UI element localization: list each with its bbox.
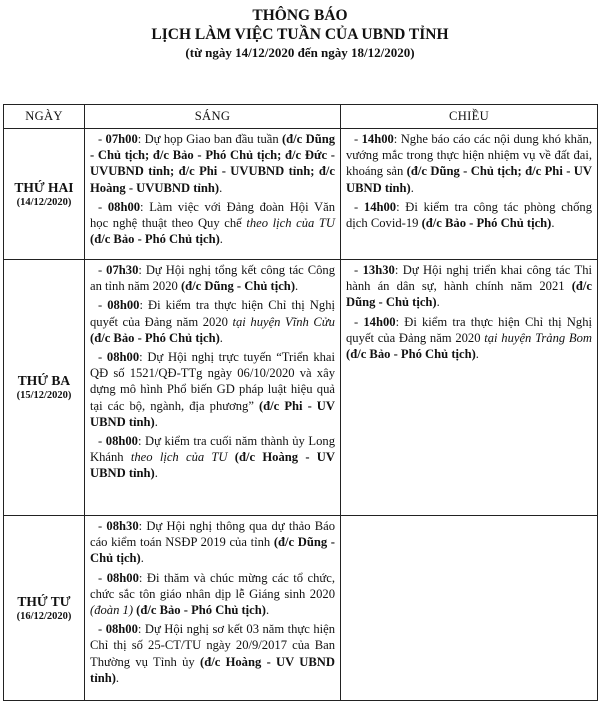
entry-participants: (đ/c Bảo - Phó Chủ tịch) <box>90 330 220 345</box>
entry-time: 07h30 <box>106 263 139 277</box>
entry-end: . <box>219 180 223 195</box>
entry-location: tại huyện Vĩnh Cửu <box>232 314 335 329</box>
entry-participants: (đ/c Dũng - Chủ tịch; đ/c Phi - UV UBND tỉnh) <box>346 164 592 195</box>
entry-end: . <box>436 295 440 310</box>
entry-time: 08h00 <box>105 622 138 637</box>
day-date: (14/12/2020) <box>16 196 72 208</box>
morning-cell <box>85 516 341 701</box>
date-range: (từ ngày 14/12/2020 đến ngày 18/12/2020) <box>185 45 415 60</box>
schedule-entry: - 08h00: Dự kiểm tra cuối năm thành ủy Long Khánh theo lịch của TU (đ/c Hoàng - UV UBND tỉnh). <box>90 434 336 481</box>
schedule-entry: - 08h00: Dự Hội nghị sơ kết 03 năm thực hiện Chỉ thị số 25-CT/TU ngày 20/9/2017 của Ban Thường vụ Tỉnh ủy (đ/c Hoàng - UV UBND tỉnh). <box>90 622 336 685</box>
entry-time: 14h00 <box>361 132 394 146</box>
entry-time: 08h00 <box>105 434 138 449</box>
schedule-entry: - 08h00: Đi kiểm tra thực hiện Chỉ thị Nghị quyết của Đảng năm 2020 tại huyện Vĩnh Cửu (đ/c Bảo - Phó Chủ tịch). <box>90 298 335 345</box>
schedule-entry: - 13h30: Dự Hội nghị triển khai công tác Thi hành án dân sự, hành chính năm 2021 (đ/c Dũng - Chủ tịch). <box>346 263 592 310</box>
entry-text: : Làm việc với Đảng đoàn Hội Văn học nghệ thuật theo Quy chế <box>90 199 335 231</box>
entry-participants: (đ/c Bảo - Phó Chủ tịch) <box>346 347 476 362</box>
entry-participants: (đ/c Dũng - Chủ tịch) <box>180 279 296 294</box>
document-header <box>0 0 600 62</box>
entry-text: : Dự kiểm tra cuối năm thành ủy Long Khánh <box>90 434 336 465</box>
entry-time: 08h30 <box>106 519 139 533</box>
entry-location: tại huyện Trảng Bom <box>484 330 592 345</box>
entry-text: : Dự họp Giao ban đầu tuần <box>137 132 282 146</box>
schedule-entry: - 08h30: Dự Hội nghị thông qua dự thảo Báo cáo kiểm toán NSĐP 2019 của tỉnh (đ/c Dũng - Chủ tịch). <box>90 519 336 566</box>
table-row <box>4 129 598 260</box>
morning-cell <box>85 260 341 516</box>
entry-participants: (đ/c Dũng - Chủ tịch) <box>346 279 592 310</box>
entry-participants: (đ/c Dũng - Chủ tịch; đ/c Bảo - Phó Chủ tịch; đ/c Đức - UVUBND tỉnh; đ/c Phi - UVUBND tỉnh; đ/c Hoàng - UVUBND tỉnh) <box>90 132 335 195</box>
entry-location: theo lịch của TU <box>246 216 335 231</box>
schedule-entry: - 07h30: Dự Hội nghị tổng kết công tác Công an tỉnh năm 2020 (đ/c Dũng - Chủ tịch). <box>90 263 336 294</box>
entry-participants: (đ/c Bảo - Phó Chủ tịch) <box>133 603 266 618</box>
table-row <box>4 516 598 701</box>
entry-end: . <box>551 216 555 231</box>
table-header-row <box>4 105 598 129</box>
entry-participants: (đ/c Bảo - Phó Chủ tịch) <box>421 216 552 231</box>
day-cell <box>4 260 85 516</box>
entry-text: : Đi kiểm tra thực hiện Chỉ thị Nghị quyết của Đảng năm 2020 <box>346 314 592 345</box>
entry-text: : Dự Hội nghị sơ kết 03 năm thực hiện Chỉ thị số 25-CT/TU ngày 20/9/2017 của Ban Thường vụ Tỉnh ủy <box>90 622 336 669</box>
schedule-entry: - 08h00: Dự Hội nghị trực tuyến “Triển khai QĐ số 1521/QĐ-TTg ngày 06/10/2020 và xây dựng mô hình Phổ biến GD pháp luật hiệu quả tại các bộ, ngành, địa phương” (đ/c Phi - UV UBND tỉnh). <box>90 350 336 429</box>
entry-text: : Dự Hội nghị thông qua dự thảo Báo cáo kiểm toán NSĐP 2019 của tỉnh <box>90 519 336 550</box>
table-row <box>4 260 598 516</box>
day-name: THỨ TƯ <box>17 593 71 609</box>
entry-participants: (đ/c Bảo - Phó Chủ tịch) <box>90 232 220 247</box>
entry-end: . <box>154 466 158 481</box>
morning-cell <box>85 129 341 260</box>
entry-end: . <box>475 347 479 362</box>
schedule-entry: - 08h00: Đi thăm và chúc mừng các tổ chức, chức sắc tôn giáo nhân dịp lễ Giáng sinh 2020 (đoàn 1) (đ/c Bảo - Phó Chủ tịch). <box>90 570 335 618</box>
entry-participants: (đ/c Dũng - Chủ tịch) <box>90 535 335 566</box>
schedule-entry: - 14h00: Đi kiểm tra công tác phòng chống dịch Covid-19 (đ/c Bảo - Phó Chủ tịch). <box>346 199 592 231</box>
column-header-morning: SÁNG <box>85 105 341 129</box>
entry-end: . <box>295 279 299 294</box>
entry-end: . <box>154 414 158 429</box>
day-cell <box>4 129 85 260</box>
afternoon-cell <box>341 516 598 701</box>
entry-text: : Dự Hội nghị tổng kết công tác Công an tỉnh năm 2020 <box>90 263 336 294</box>
entry-location: theo lịch của TU <box>130 450 228 465</box>
entry-time: 08h00 <box>107 199 141 214</box>
schedule-table <box>3 104 598 701</box>
entry-end: . <box>115 670 120 685</box>
entry-text: : Đi kiểm tra công tác phòng chống dịch Covid-19 <box>346 199 592 231</box>
day-cell <box>4 516 85 701</box>
schedule-entry: - 07h00: Dự họp Giao ban đầu tuần (đ/c Dũng - Chủ tịch; đ/c Bảo - Phó Chủ tịch; đ/c Đức - UVUBND tỉnh; đ/c Phi - UVUBND tỉnh; đ/c Hoàng - UVUBND tỉnh). <box>90 132 335 195</box>
day-date: (15/12/2020) <box>16 390 72 401</box>
entry-time: 08h00 <box>107 298 140 313</box>
day-name: THỨ BA <box>17 373 71 388</box>
entry-text: : Dự Hội nghị trực tuyến “Triển khai QĐ số 1521/QĐ-TTg ngày 06/10/2020 và xây dựng mô hình Phổ biến GD pháp luật hiệu quả tại các bộ, ngành, địa phương” <box>90 350 336 413</box>
day-name: THỨ HAI <box>14 179 74 195</box>
entry-end: . <box>410 180 414 195</box>
column-header-afternoon: CHIỀU <box>341 105 598 129</box>
entry-text: : Đi thăm và chúc mừng các tổ chức, chức sắc tôn giáo nhân dịp lễ Giáng sinh 2020 <box>90 570 335 601</box>
schedule-entry: - 14h00: Nghe báo cáo các nội dung khó khăn, vướng mắc trong thực hiện nhiệm vụ về đất đai, khoáng sản (đ/c Dũng - Chủ tịch; đ/c Phi - UV UBND tỉnh). <box>346 132 592 195</box>
entry-location: (đoàn 1) <box>90 603 134 618</box>
entry-time: 14h00 <box>363 314 396 329</box>
schedule-entry: - 08h00: Làm việc với Đảng đoàn Hội Văn học nghệ thuật theo Quy chế theo lịch của TU (đ/c Bảo - Phó Chủ tịch). <box>90 199 335 247</box>
entry-participants: (đ/c Hoàng - UV UBND tỉnh) <box>90 654 335 685</box>
document-subtitle: LỊCH LÀM VIỆC TUẦN CỦA UBND TỈNH <box>151 26 449 43</box>
entry-text: : Dự Hội nghị triển khai công tác Thi hành án dân sự, hành chính năm 2021 <box>346 263 592 294</box>
entry-text: : Nghe báo cáo các nội dung khó khăn, vướng mắc trong thực hiện nhiệm vụ về đất đai, khoáng sản <box>346 132 592 179</box>
column-header-day: NGÀY <box>4 105 85 129</box>
entry-participants: (đ/c Hoàng - UV UBND tỉnh) <box>90 450 335 481</box>
entry-end: . <box>140 551 144 566</box>
entry-text: : Đi kiểm tra thực hiện Chỉ thị Nghị quyết của Đảng năm 2020 <box>90 298 335 329</box>
document-title: THÔNG BÁO <box>252 7 348 24</box>
afternoon-cell <box>341 260 598 516</box>
entry-time: 08h00 <box>106 570 139 585</box>
afternoon-cell <box>341 129 598 260</box>
schedule-entry: - 14h00: Đi kiểm tra thực hiện Chỉ thị Nghị quyết của Đảng năm 2020 tại huyện Trảng Bom (đ/c Bảo - Phó Chủ tịch). <box>346 314 592 362</box>
entry-end: . <box>265 603 270 618</box>
entry-end: . <box>219 330 223 345</box>
entry-time: 08h00 <box>106 350 140 365</box>
entry-participants: (đ/c Phi - UV UBND tỉnh) <box>90 398 335 429</box>
entry-time: 13h30 <box>362 263 395 277</box>
day-date: (16/12/2020) <box>16 610 72 622</box>
entry-end: . <box>219 232 223 247</box>
entry-time: 14h00 <box>363 199 397 214</box>
entry-time: 07h00 <box>105 132 138 146</box>
